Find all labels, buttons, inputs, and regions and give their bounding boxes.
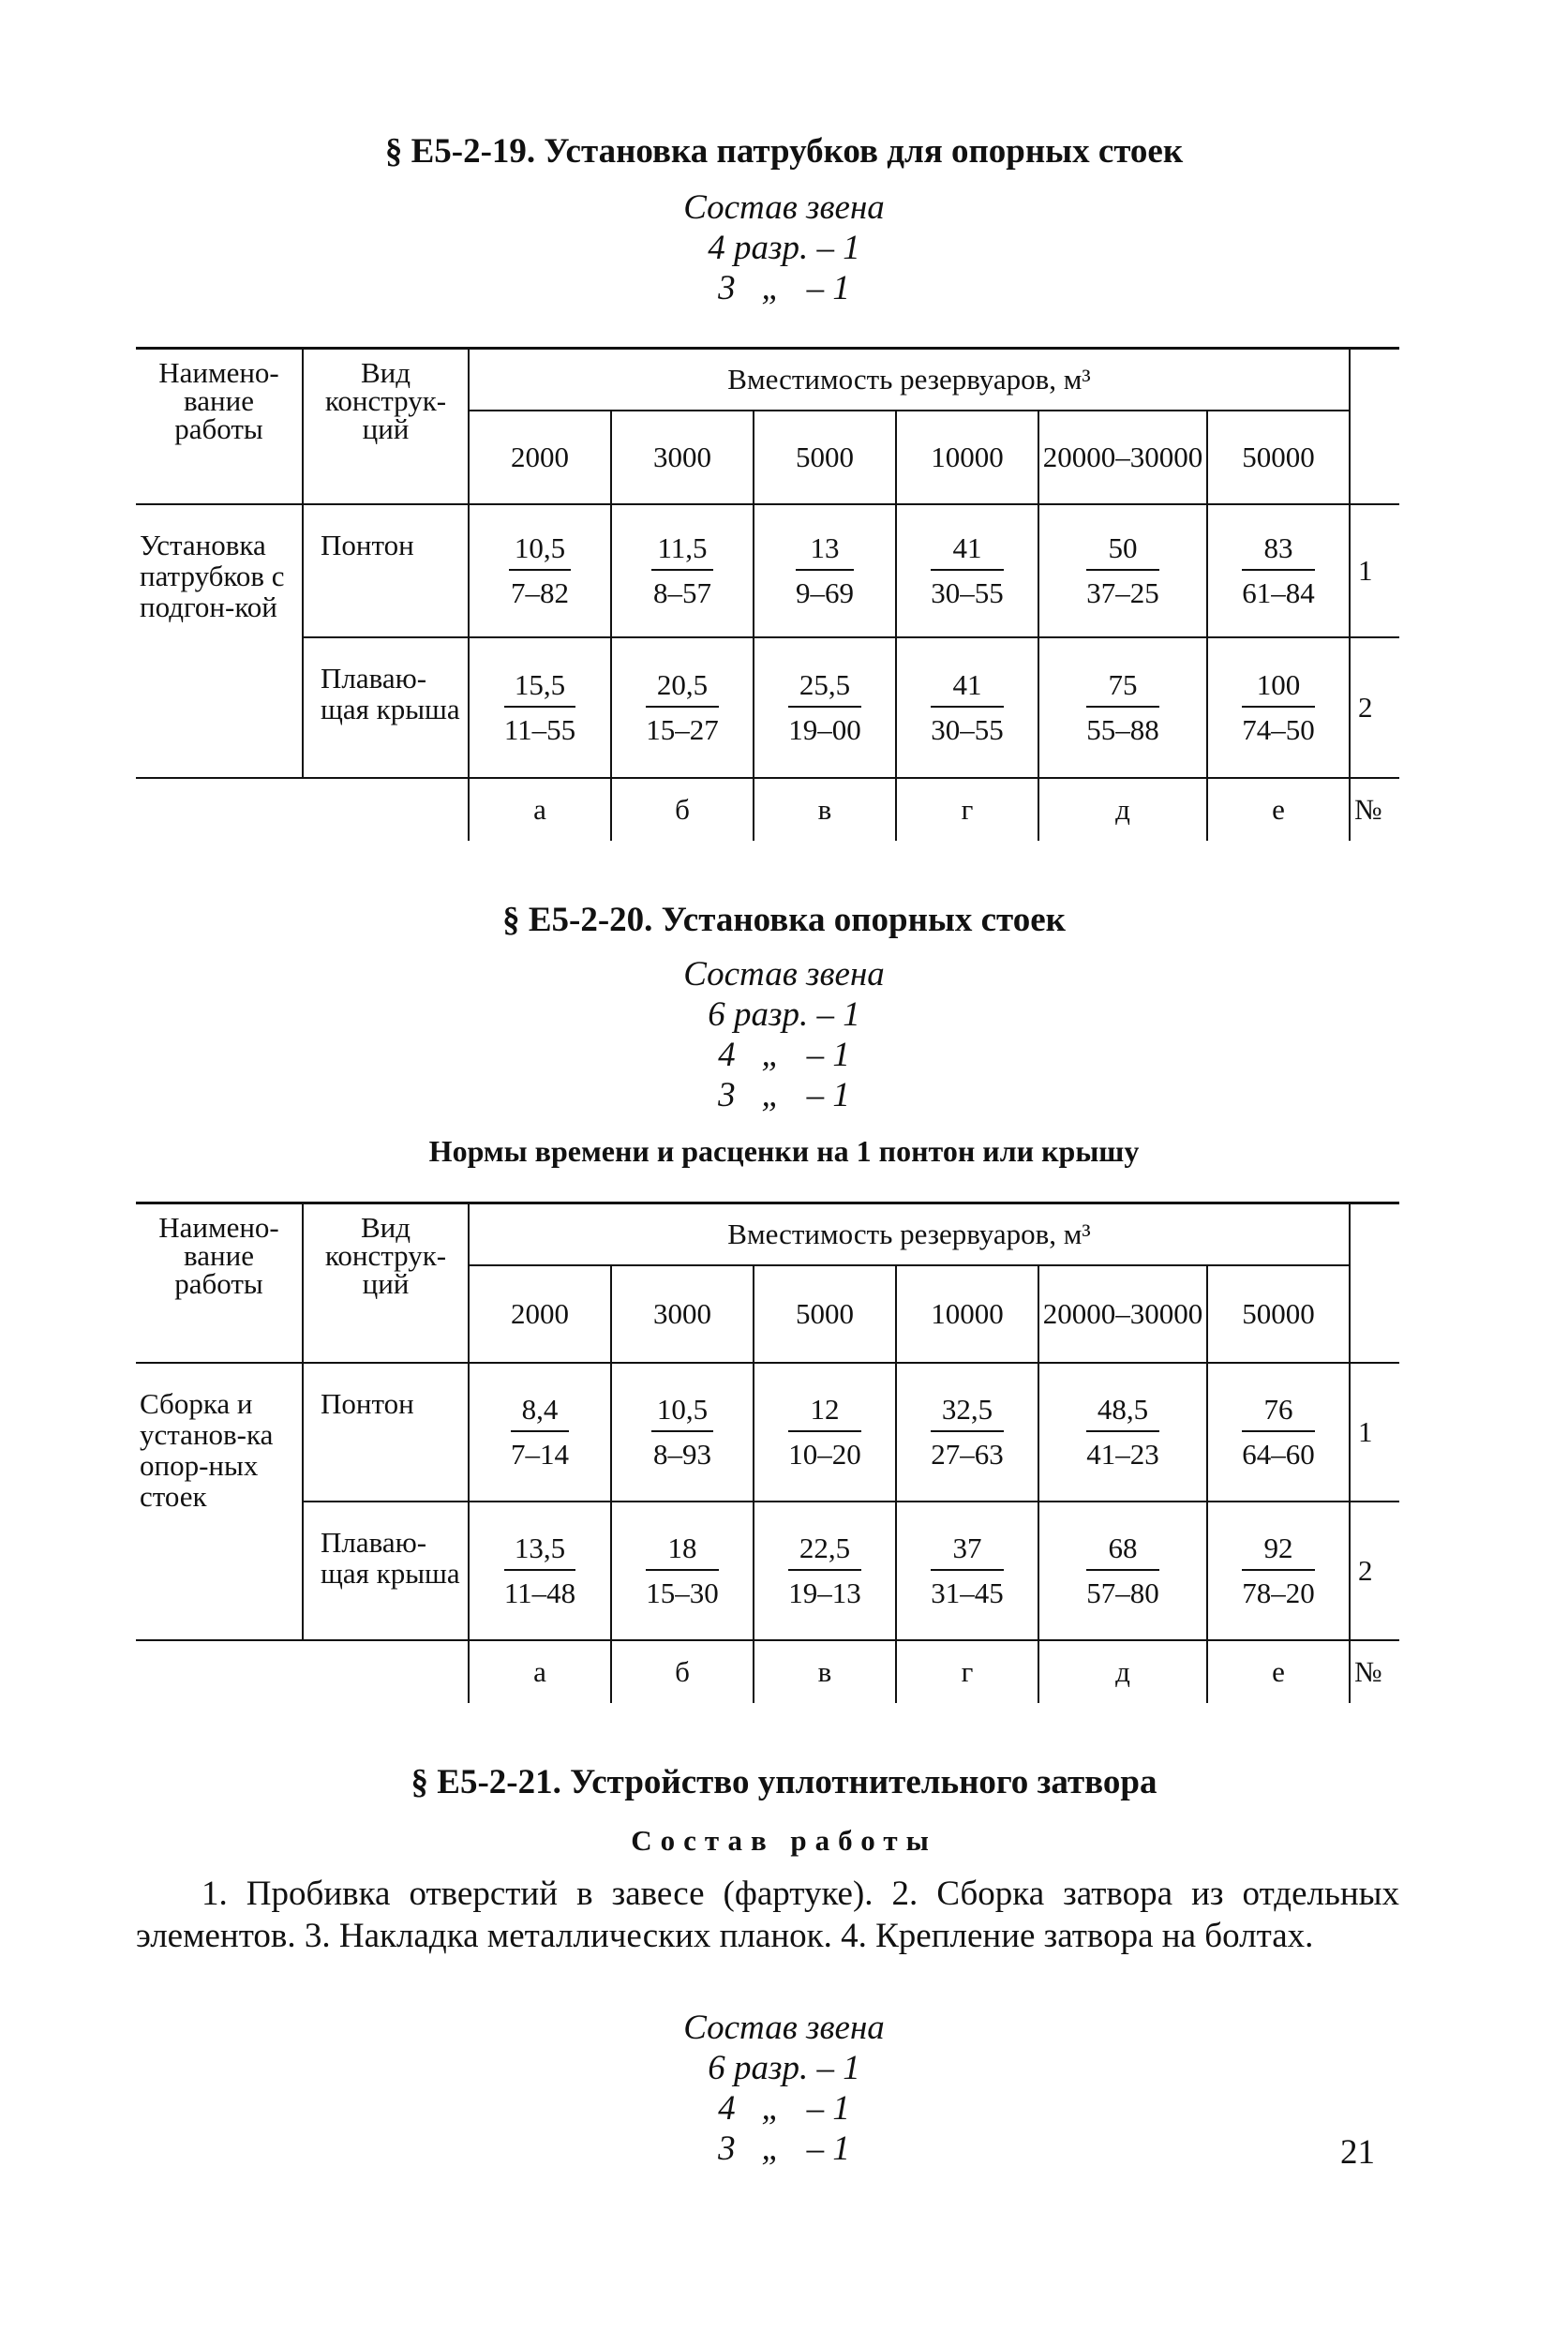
- header-row-number: [1350, 1203, 1399, 1363]
- norm-cell: [754, 504, 896, 637]
- row-number: 2: [1350, 1502, 1399, 1640]
- column-header: 5000: [754, 1265, 896, 1363]
- norm-cell: [754, 1502, 896, 1640]
- time-norm: 37: [931, 1532, 1004, 1571]
- section-title: § Е5-2-20. Установка опорных стоек: [502, 901, 1066, 939]
- norm-cell: [469, 504, 611, 637]
- column-letter: д: [1038, 778, 1207, 841]
- time-norm: 100: [1242, 668, 1315, 708]
- norm-cell: [1038, 1363, 1207, 1502]
- header-work-name: Наимено-вание работы: [136, 349, 303, 504]
- rate: 8–93: [653, 1437, 711, 1471]
- norm-cell: [611, 1363, 754, 1502]
- norm-cell: [1038, 637, 1207, 778]
- crew-line: 3 „ – 1: [718, 269, 850, 307]
- column-letter: а: [469, 1640, 611, 1703]
- rate: 31–45: [931, 1576, 1004, 1609]
- column-letter: г: [896, 1640, 1038, 1703]
- rate: 37–25: [1086, 575, 1159, 609]
- crew-block: [0, 2008, 1568, 2169]
- row-number: 2: [1350, 637, 1399, 778]
- time-norm: 10,5: [509, 531, 571, 571]
- column-header: 3000: [611, 411, 754, 504]
- column-header: 10000: [896, 411, 1038, 504]
- column-letter: е: [1207, 778, 1350, 841]
- norm-cell: [611, 1502, 754, 1640]
- rate: 57–80: [1086, 1576, 1159, 1609]
- work-composition-text: 1. Пробивка отверстий в завесе (фартуке). 2. Сборка затвора из отдельных элементов. 3. Накладка металлических планок. 4. Крепление затвора на болтах.: [136, 1875, 1399, 1955]
- crew-line: 4 „ – 1: [718, 1036, 850, 1074]
- work-name: Сборка и установ-ка опор-ных стоек: [136, 1363, 303, 1640]
- construction-type: Понтон: [303, 1363, 469, 1502]
- time-norm: 75: [1086, 668, 1159, 708]
- section-title: § Е5-2-21. Устройство уплотнительного затвора: [411, 1763, 1157, 1801]
- crew-title: Состав звена: [683, 188, 885, 227]
- time-norm: 76: [1242, 1393, 1315, 1432]
- time-norm: 15,5: [504, 668, 575, 708]
- header-work-name: Наимено-вание работы: [136, 1203, 303, 1363]
- norm-cell: [1038, 1502, 1207, 1640]
- column-letters-row: [136, 1640, 1399, 1703]
- time-norm: 13,5: [504, 1532, 575, 1571]
- rate: 19–00: [788, 712, 861, 746]
- norm-cell: [611, 637, 754, 778]
- header-construction-type: Вид конструк-ций: [303, 1203, 469, 1363]
- rate: 10–20: [788, 1437, 861, 1471]
- norm-cell: [469, 1363, 611, 1502]
- norm-cell: [896, 1363, 1038, 1502]
- column-letter: д: [1038, 1640, 1207, 1703]
- work-name: Установка патрубков с подгон-кой: [136, 504, 303, 778]
- time-norm: 41: [931, 668, 1004, 708]
- norm-cell: [896, 1502, 1038, 1640]
- rate: 15–27: [646, 712, 719, 746]
- crew-line: 4 разр. – 1: [708, 229, 860, 267]
- time-norm: 83: [1242, 531, 1315, 571]
- norms-caption: Нормы времени и расценки на 1 понтон или крышу: [428, 1134, 1140, 1168]
- column-header: 3000: [611, 1265, 754, 1363]
- time-norm: 11,5: [651, 531, 712, 571]
- time-norm: 18: [646, 1532, 719, 1571]
- crew-block: [0, 187, 1568, 308]
- rate: 9–69: [796, 575, 854, 609]
- rate: 7–14: [511, 1437, 569, 1471]
- norm-cell: [611, 504, 754, 637]
- column-letter: б: [611, 1640, 754, 1703]
- column-header: 5000: [754, 411, 896, 504]
- time-norm: 25,5: [788, 668, 861, 708]
- header-row-number: [1350, 349, 1399, 504]
- rate: 30–55: [931, 575, 1004, 609]
- rate: 41–23: [1086, 1437, 1159, 1471]
- norms-table: [136, 1202, 1399, 1703]
- table-row: [136, 504, 1399, 637]
- norm-cell: [754, 637, 896, 778]
- crew-block: [0, 954, 1568, 1115]
- time-norm: 10,5: [651, 1393, 713, 1432]
- time-norm: 32,5: [931, 1393, 1004, 1432]
- column-header: 2000: [469, 1265, 611, 1363]
- column-letter: г: [896, 778, 1038, 841]
- column-letters-row: [136, 778, 1399, 841]
- time-norm: 20,5: [646, 668, 719, 708]
- column-letter: а: [469, 778, 611, 841]
- norms-table: [136, 347, 1399, 841]
- time-norm: 41: [931, 531, 1004, 571]
- time-norm: 68: [1086, 1532, 1159, 1571]
- rate: 11–55: [503, 712, 576, 746]
- column-header: 20000–30000: [1038, 411, 1207, 504]
- rate: 74–50: [1242, 712, 1315, 746]
- rate: 61–84: [1242, 575, 1315, 609]
- table-row: [136, 637, 1399, 778]
- crew-line: 3 „ – 1: [718, 2129, 850, 2168]
- column-letter: в: [754, 778, 896, 841]
- crew-title: Состав звена: [683, 955, 885, 994]
- table-row: [136, 1363, 1399, 1502]
- rate: 15–30: [646, 1576, 719, 1609]
- footer-blank: [136, 1640, 469, 1703]
- rate: 27–63: [931, 1437, 1004, 1471]
- norm-cell: [1207, 1502, 1350, 1640]
- column-header: 2000: [469, 411, 611, 504]
- rate: 11–48: [503, 1576, 576, 1609]
- column-letter: б: [611, 778, 754, 841]
- crew-line: 4 „ – 1: [718, 2089, 850, 2128]
- row-number: 1: [1350, 1363, 1399, 1502]
- time-norm: 13: [796, 531, 854, 571]
- section-title: § Е5-2-19. Установка патрубков для опорных стоек: [384, 132, 1184, 171]
- construction-type: Плаваю-щая крыша: [303, 1502, 469, 1640]
- column-header: 20000–30000: [1038, 1265, 1207, 1363]
- column-header: 50000: [1207, 1265, 1350, 1363]
- column-letter: е: [1207, 1640, 1350, 1703]
- work-composition-title: Состав работы: [631, 1824, 937, 1857]
- rate: 8–57: [652, 575, 711, 609]
- norm-cell: [469, 637, 611, 778]
- time-norm: 12: [788, 1393, 861, 1432]
- header-capacity: Вместимость резервуаров, м³: [469, 1203, 1350, 1265]
- norm-cell: [896, 637, 1038, 778]
- rate: 30–55: [931, 712, 1004, 746]
- rate: 55–88: [1086, 712, 1159, 746]
- header-construction-type: Вид конструк-ций: [303, 349, 469, 504]
- page-number: 21: [1340, 2133, 1375, 2172]
- norm-cell: [1207, 637, 1350, 778]
- time-norm: 22,5: [788, 1532, 861, 1571]
- column-letter: в: [754, 1640, 896, 1703]
- crew-line: 6 разр. – 1: [708, 995, 860, 1034]
- column-header: 10000: [896, 1265, 1038, 1363]
- norm-cell: [1038, 504, 1207, 637]
- norm-cell: [896, 504, 1038, 637]
- row-number: 1: [1350, 504, 1399, 637]
- rate: 64–60: [1242, 1437, 1315, 1471]
- column-header: 50000: [1207, 411, 1350, 504]
- header-capacity: Вместимость резервуаров, м³: [469, 349, 1350, 411]
- norm-cell: [469, 1502, 611, 1640]
- time-norm: 92: [1242, 1532, 1315, 1571]
- construction-type: Плаваю-щая крыша: [303, 637, 469, 778]
- time-norm: 50: [1086, 531, 1159, 571]
- rate: 78–20: [1242, 1576, 1315, 1609]
- crew-line: 3 „ – 1: [718, 1076, 850, 1114]
- time-norm: 48,5: [1086, 1393, 1159, 1432]
- number-sign: №: [1350, 1640, 1399, 1703]
- number-sign: №: [1350, 778, 1399, 841]
- footer-blank: [136, 778, 469, 841]
- rate: 7–82: [511, 575, 569, 609]
- crew-line: 6 разр. – 1: [708, 2049, 860, 2087]
- crew-title: Состав звена: [683, 2009, 885, 2047]
- construction-type: Понтон: [303, 504, 469, 637]
- table-row: [136, 1502, 1399, 1640]
- rate: 19–13: [788, 1576, 861, 1609]
- norm-cell: [1207, 504, 1350, 637]
- norm-cell: [1207, 1363, 1350, 1502]
- norm-cell: [754, 1363, 896, 1502]
- time-norm: 8,4: [511, 1393, 569, 1432]
